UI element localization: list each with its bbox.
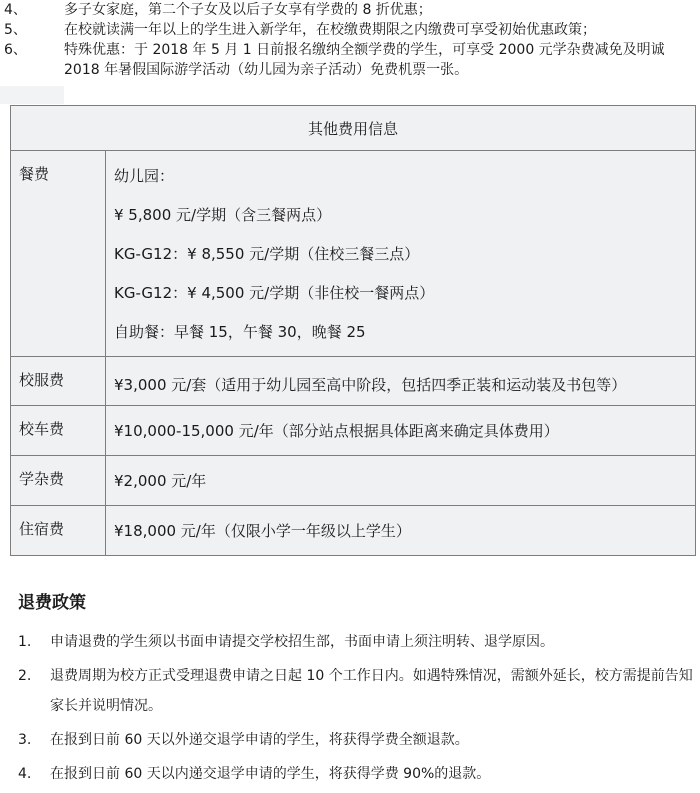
row-label: 学杂费	[11, 456, 106, 506]
row-label: 校服费	[11, 357, 106, 406]
value-line: KG-G12：¥ 8,550 元/学期（住校三餐三点）	[114, 245, 420, 263]
item-number: 2.	[18, 668, 32, 684]
discount-list	[0, 0, 700, 80]
table-row	[11, 456, 696, 506]
item-text: 在校就读满一年以上的学生进入新学年，在校缴费期限之内缴费可享受初始优惠政策；	[64, 22, 596, 38]
value-line: ¥10,000-15,000 元/年（部分站点根据具体距离来确定具体费用）	[114, 422, 559, 440]
row-value	[106, 151, 696, 357]
row-value	[106, 506, 696, 556]
value-line: ¥18,000 元/年（仅限小学一年级以上学生）	[114, 522, 411, 540]
section-title: 退费政策	[18, 593, 86, 613]
table-header-row	[11, 106, 696, 151]
row-value	[106, 456, 696, 506]
list-item	[0, 627, 700, 657]
row-label: 住宿费	[11, 506, 106, 556]
item-number: 4、	[4, 2, 27, 18]
item-number: 5、	[4, 22, 27, 38]
item-number: 6、	[4, 42, 27, 58]
item-number: 3.	[18, 732, 32, 748]
row-label: 餐费	[11, 151, 106, 357]
item-text: 在报到日前 60 天以外递交退学申请的学生，将获得学费全额退款。	[50, 732, 469, 748]
table-row	[11, 151, 696, 357]
list-item	[0, 759, 700, 789]
table-row	[11, 406, 696, 456]
fees-table	[10, 105, 696, 556]
value-line: ¥3,000 元/套（适用于幼儿园至高中阶段，包括四季正装和运动装及书包等）	[114, 376, 627, 394]
value-line: 幼儿园：	[114, 167, 175, 185]
row-value	[106, 357, 696, 406]
refund-policy-list	[0, 627, 700, 793]
row-value	[106, 406, 696, 456]
item-text: 在报到日前 60 天以内递交退学申请的学生，将获得学费 90%的退款。	[50, 766, 491, 782]
list-item	[0, 661, 700, 721]
item-text: 多子女家庭，第二个子女及以后子女享有学费的 8 折优惠；	[64, 2, 432, 18]
table-title: 其他费用信息	[11, 106, 696, 151]
item-text: 申请退费的学生须以书面申请提交学校招生部，书面申请上须注明转、退学原因。	[50, 634, 554, 650]
list-item	[0, 20, 700, 40]
list-item	[0, 40, 700, 80]
item-number: 1.	[18, 634, 32, 650]
list-item	[0, 0, 700, 20]
table-row	[11, 357, 696, 406]
value-line: ¥2,000 元/年	[114, 472, 207, 490]
list-item	[0, 725, 700, 755]
value-line: 自助餐：早餐 15，午餐 30，晚餐 25	[114, 323, 366, 341]
item-text: 特殊优惠：于 2018 年 5 月 1 日前报名缴纳全额学费的学生，可享受 2000 元学杂费减免及明诚 2018 年暑假国际游学活动（幼儿园为亲子活动）免费机票一张。	[64, 42, 665, 78]
table-row	[11, 506, 696, 556]
decorative-bar	[0, 86, 64, 104]
value-line: ¥ 5,800 元/学期（含三餐两点）	[114, 206, 332, 224]
item-text: 退费周期为校方正式受理退费申请之日起 10 个工作日内。如遇特殊情况，需额外延长，校方需提前告知家长并说明情况。	[50, 668, 693, 714]
item-number: 4.	[18, 766, 32, 782]
row-label: 校车费	[11, 406, 106, 456]
value-line: KG-G12：¥ 4,500 元/学期（非住校一餐两点）	[114, 284, 435, 302]
